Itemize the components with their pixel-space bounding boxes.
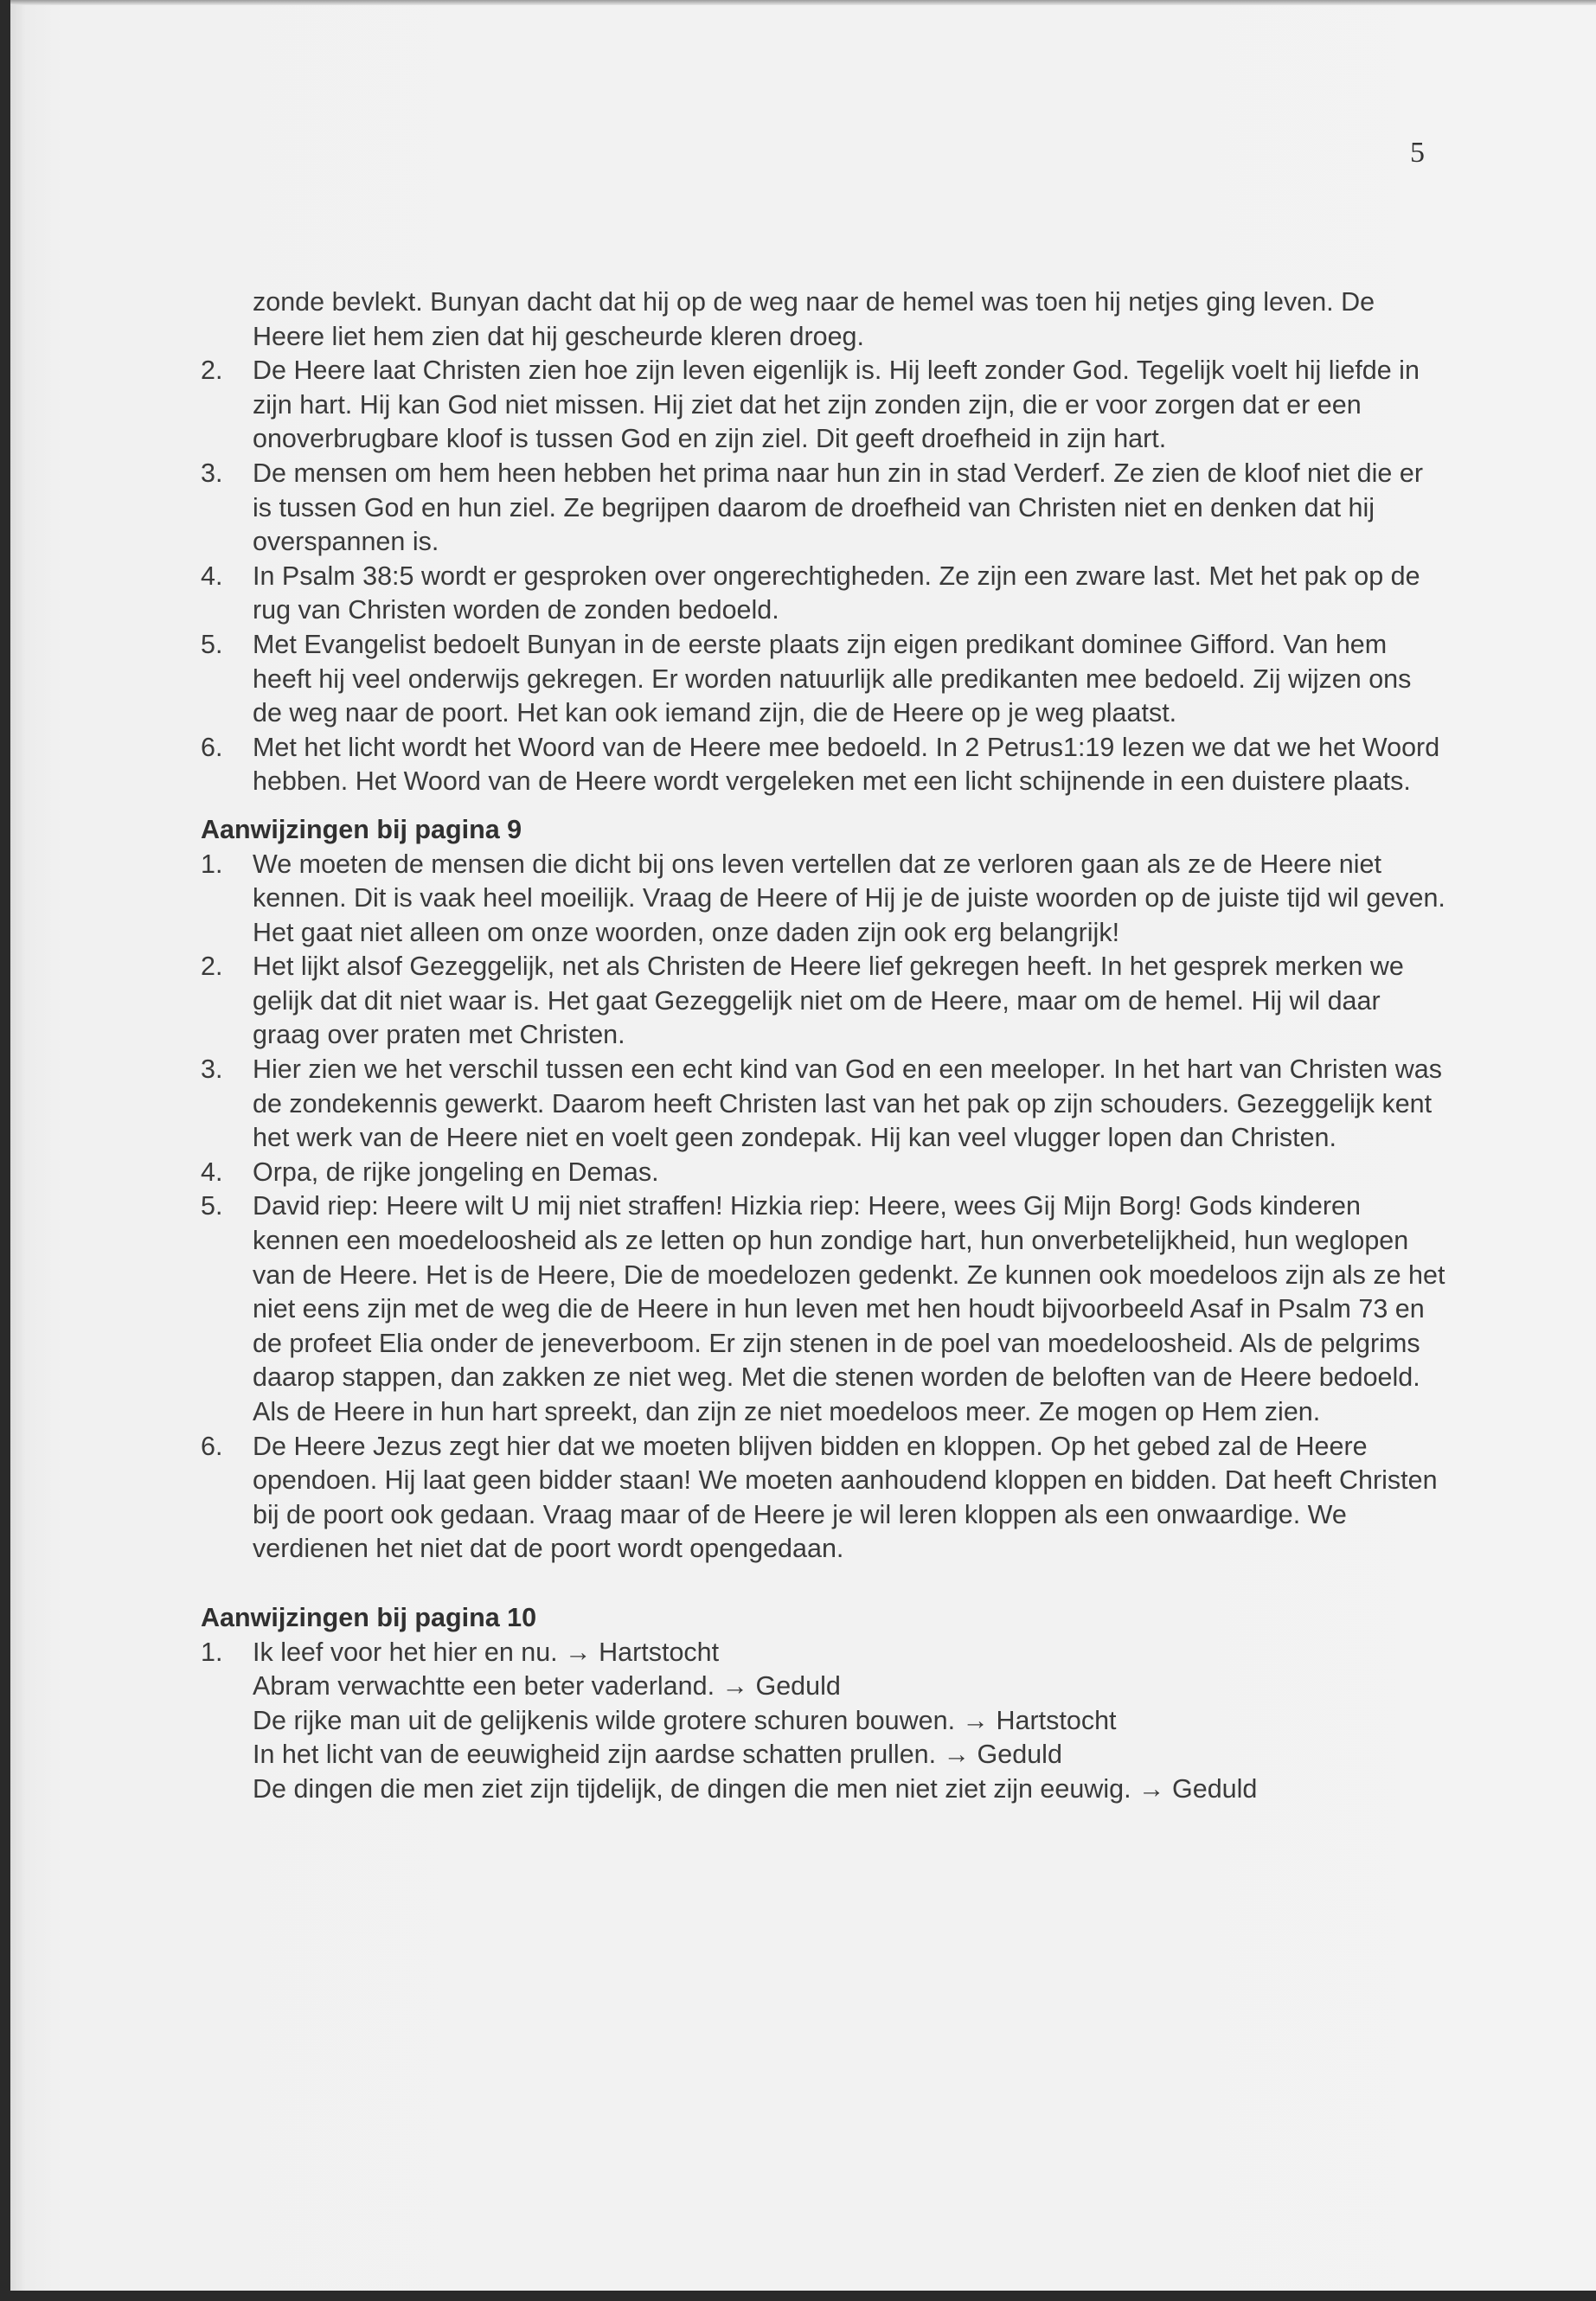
item-number: 1. (201, 849, 223, 879)
item-text: Orpa, de rijke jongeling en Demas. (253, 1157, 659, 1187)
continuation-paragraph (201, 285, 1446, 354)
statement-lines (253, 1636, 1446, 1807)
page-number: 5 (1410, 137, 1425, 169)
list-item (201, 1053, 1446, 1156)
list-item (201, 354, 1446, 457)
item-text: De mensen om hem heen hebben het prima naar hun zin in stad Verderf. Ze zien de kloof niet die er is tussen God en hun ziel. Ze begrijpen daarom de droefheid van Christen niet en denken dat hij overspannen is. (253, 458, 1423, 557)
list-item (201, 848, 1446, 951)
item-text: David riep: Heere wilt U mij niet straffen! Hizkia riep: Heere, wees Gij Mijn Borg! Gods kinderen kennen een moedeloosheid als ze letten op hun zondige hart, hun onverbetelijkheid, hun weglopen van de Heere. Het is de Heere, Die de moedelozen gedenkt. Ze kunnen ook moedeloos zijn als ze het niet eens zijn met de weg die de Heere in hun leven met hen houdt bijvoorbeeld Asaf in Psalm 73 en de profeet Elia onder de jeneverboom. Er zijn stenen in de poel van moedeloosheid. Als de pelgrims daarop stappen, dan zakken ze niet weg. Met die stenen worden de beloften van de Heere bedoeld. Als de Heere in hun hart spreekt, dan zijn ze niet moedeloos meer. Ze mogen op Hem zien. (253, 1191, 1445, 1426)
list-item (201, 950, 1446, 1053)
item-number: 2. (201, 356, 223, 386)
answers-list-page-10 (201, 1636, 1446, 1807)
item-number: 5. (201, 629, 223, 659)
item-text: We moeten de mensen die dicht bij ons leven vertellen dat ze verloren gaan als ze de Heere niet kennen. Dit is vaak heel moeilijk. Vraag de Heere of Hij je de juiste woorden op de juiste tijd wil geven. Het gaat niet alleen om onze woorden, onze daden zijn ook erg belangrijk! (253, 849, 1445, 947)
item-number: 3. (201, 458, 223, 488)
item-number: 4. (201, 1157, 223, 1187)
scan-top-edge (10, 0, 1596, 5)
answers-list-previous (201, 354, 1446, 799)
item-text: De Heere Jezus zegt hier dat we moeten blijven bidden en kloppen. Op het gebed zal de Heere opendoen. Hij laat geen bidder staan! We moeten aanhoudend kloppen en bidden. Dat heeft Christen bij de poort ook gedaan. Vraag maar of de Heere je wil leren kloppen als een onwaardige. We verdienen het niet dat de poort wordt opengedaan. (253, 1431, 1438, 1564)
list-item (201, 628, 1446, 731)
item-number: 6. (201, 732, 223, 762)
list-item (201, 1189, 1446, 1429)
item-text: In Psalm 38:5 wordt er gesproken over ongerechtigheden. Ze zijn een zware last. Met het pak op de rug van Christen worden de zonden bedoeld. (253, 561, 1420, 625)
answers-list-page-9 (201, 848, 1446, 1567)
list-item (201, 1430, 1446, 1567)
item-text: De Heere laat Christen zien hoe zijn leven eigenlijk is. Hij leeft zonder God. Tegelijk voelt hij liefde in zijn hart. Hij kan God niet missen. Hij ziet dat het zijn zonden zijn, die er voor zorgen dat er een onoverbrugbare kloof is tussen God en zijn ziel. Dit geeft droefheid in zijn hart. (253, 356, 1420, 454)
statement-line: Ik leef voor het hier en nu. → Hartstocht (253, 1637, 720, 1667)
item-number: 5. (201, 1191, 223, 1221)
item-number: 4. (201, 561, 223, 591)
list-item (201, 560, 1446, 628)
item-number: 1. (201, 1637, 223, 1667)
list-item (201, 1636, 1446, 1807)
page-content (201, 285, 1446, 1807)
statement-line: Abram verwachtte een beter vaderland. → Geduld (253, 1671, 841, 1702)
statement-line: In het licht van de eeuwigheid zijn aardse schatten prullen. → Geduld (253, 1740, 1062, 1770)
item-text: Het lijkt alsof Gezeggelijk, net als Christen de Heere lief gekregen heeft. In het gesprek merken we gelijk dat dit niet waar is. Het gaat Gezeggelijk niet om de Heere, maar om de hemel. Hij wil daar graag over praten met Christen. (253, 952, 1404, 1050)
statement-line: De dingen die men ziet zijn tijdelijk, de dingen die men niet ziet zijn eeuwig. → Geduld (253, 1773, 1258, 1804)
list-item (201, 731, 1446, 799)
list-item (201, 457, 1446, 560)
item-text: Met Evangelist bedoelt Bunyan in de eerste plaats zijn eigen predikant dominee Gifford. Van hem heeft hij veel onderwijs gekregen. Er worden natuurlijk alle predikanten mee bedoeld. Zij wijzen ons de weg naar de poort. Het kan ook iemand zijn, die de Heere op je weg plaatst. (253, 629, 1412, 728)
item-text: Hier zien we het verschil tussen een echt kind van God en een meeloper. In het hart van Christen was de zondekennis gewerkt. Daarom heeft Christen last van het pak op zijn schouders. Gezeggelijk kent het werk van de Heere niet en voelt geen zondepak. Hij kan veel vlugger lopen dan Christen. (253, 1054, 1442, 1153)
list-item (201, 1156, 1446, 1190)
item-number: 3. (201, 1054, 223, 1085)
statement-line: De rijke man uit de gelijkenis wilde grotere schuren bouwen. → Hartstocht (253, 1705, 1117, 1735)
item-number: 6. (201, 1431, 223, 1461)
item-text: Met het licht wordt het Woord van de Heere mee bedoeld. In 2 Petrus1:19 lezen we dat we het Woord hebben. Het Woord van de Heere wordt vergeleken met een licht schijnende in een duistere plaats. (253, 732, 1440, 797)
document-page (10, 0, 1596, 2291)
section-heading-page-10: Aanwijzingen bij pagina 10 (201, 1602, 537, 1632)
item-number: 2. (201, 952, 223, 982)
section-heading-page-9: Aanwijzingen bij pagina 9 (201, 814, 522, 844)
continuation-text: zonde bevlekt. Bunyan dacht dat hij op de weg naar de hemel was toen hij netjes ging leven. De Heere liet hem zien dat hij gescheurde kleren droeg. (253, 287, 1375, 351)
